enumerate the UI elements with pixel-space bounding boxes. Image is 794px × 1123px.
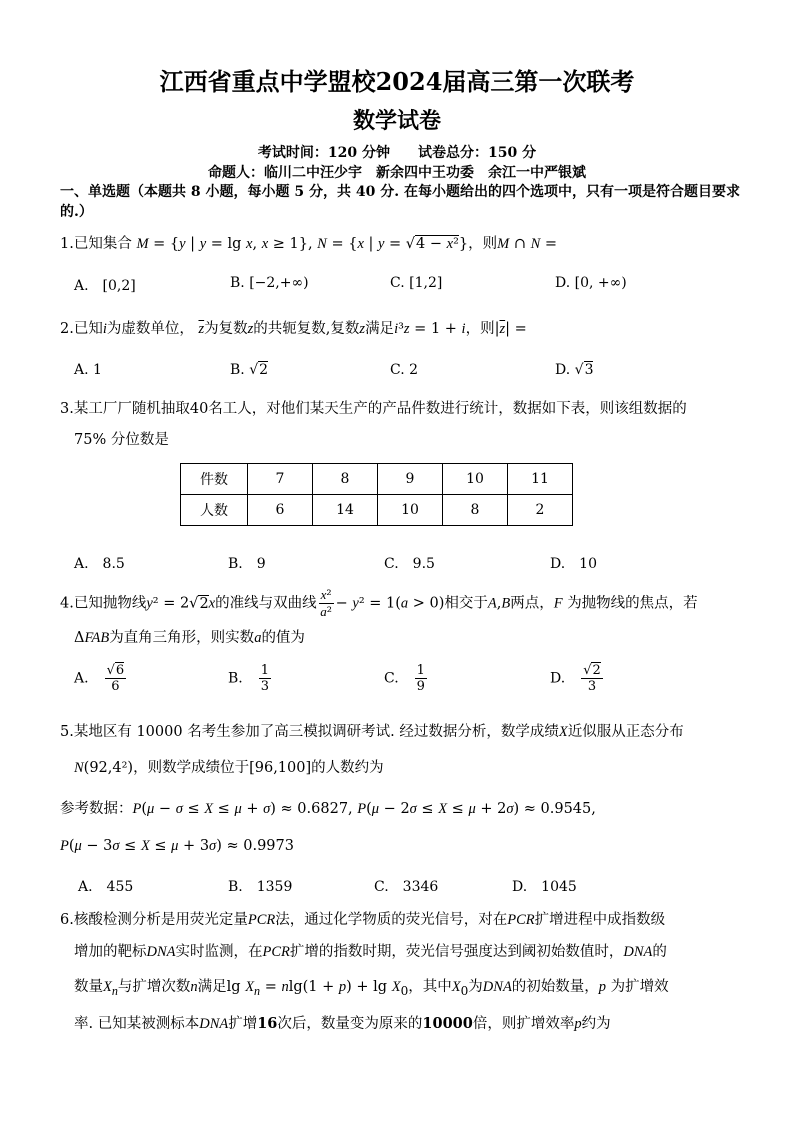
q1-text-b: ，则 bbox=[468, 236, 498, 252]
question-6-line2: 增加的靶标DNA实时监测，在PCR扩增的指数时期，荧光信号强度达到阈初始数值时，DNA的 bbox=[74, 944, 667, 960]
exam-subject: 数学试卷 bbox=[352, 108, 441, 134]
exam-title: 江西省重点中学盟校2024届高三第一次联考 bbox=[159, 67, 635, 96]
question-6-line4: 率. 已知某被测标本DNA扩增16次后，数量变为原来的10000倍，则扩增效率p约为 bbox=[74, 1015, 611, 1032]
q4-option-d: D. $\frac{√2}{3}$ bbox=[550, 663, 601, 694]
q4-option-c: C. $\frac{1}{9}$ bbox=[384, 663, 425, 694]
question-3-line2: 75% 分位数是 bbox=[74, 432, 169, 448]
section-heading: 一、单选题（本题共 8 小题，每小题 5 分，共 40 分. 在每小题给出的四个选项中，只有一项是符合题目要求的.） bbox=[60, 184, 740, 220]
reference-data-line1: 参考数据：P(μ − σ ≤ X ≤ μ + σ) ≈ 0.6827, P(μ − 2σ ≤ X ≤ μ + 2σ) ≈ 0.9545, bbox=[60, 801, 596, 817]
exam-authors: 命题人：临川二中汪少宇 新余四中王功委 余江一中严银斌 bbox=[208, 165, 586, 181]
q1-option-d: D. [0, +∞) bbox=[555, 275, 627, 291]
q3-option-a: A. 8.5 bbox=[74, 556, 125, 572]
data-table bbox=[180, 463, 573, 526]
question-6-line3: 数量$X_n$与扩增次数n满足$\lg X_n = nlg(1 + p) + \lg X_0$，其中$X_0$为DNA的初始数量，p 为扩增效 bbox=[74, 979, 669, 998]
q5-option-a: A. 455 bbox=[78, 879, 134, 895]
q5-option-c: C. 3346 bbox=[374, 879, 439, 895]
question-4-line2: ΔFAB为直角三角形，则实数a的值为 bbox=[74, 630, 305, 646]
reference-data-line2: P(μ − 3σ ≤ X ≤ μ + 3σ) ≈ 0.9973 bbox=[60, 838, 294, 854]
question-5: 5.某地区有 10000 名考生参加了高三模拟调研考试. 经过数据分析，数学成绩X近似服从正态分布 bbox=[60, 724, 684, 740]
question-5-line2: N(92,4²)，则数学成绩位于[96,100]的人数约为 bbox=[74, 760, 384, 776]
q1-option-b: B. [−2,+∞) bbox=[230, 275, 309, 291]
exam-info: 考试时间：120 分钟 试卷总分：150 分 bbox=[257, 145, 537, 161]
table-row: 件数 7 8 9 10 11 bbox=[181, 464, 573, 495]
q3-option-d: D. 10 bbox=[550, 556, 597, 572]
q5-option-b: B. 1359 bbox=[228, 879, 293, 895]
q3-option-b: B. 9 bbox=[228, 556, 266, 572]
q3-option-c: C. 9.5 bbox=[384, 556, 435, 572]
question-2: 2.已知i为虚数单位， $\overline{z}$为复数z的共轭复数,复数z满足i³z = 1 + i，则$|\overline{z}|$ = bbox=[60, 321, 527, 337]
question-4: 4.已知抛物线y² = 2√2x的准线与双曲线 $\frac{\text{x²}}{\text{a²}}$ − y² = 1(a > 0)相交于A,B两点，F 为抛物线的焦点，若 bbox=[60, 587, 698, 620]
table-row: 人数 6 14 10 8 2 bbox=[181, 495, 573, 526]
q4-option-b: B. $\frac{1}{3}$ bbox=[228, 663, 270, 694]
q1-option-c: C. [1,2] bbox=[390, 275, 443, 291]
question-1: 1.已知集合 M = {y | y = lg x, x ≥ 1}, N = {x | y = √4 − x²}，则M ∩ N = bbox=[60, 236, 558, 252]
question-6: 6.核酸检测分析是用荧光定量PCR法，通过化学物质的荧光信号，对在PCR扩增进程中成指数级 bbox=[60, 912, 666, 928]
q2-option-d: D. √3 bbox=[555, 362, 594, 378]
q2-option-c: C. 2 bbox=[390, 362, 419, 378]
q2-option-b: B. √2 bbox=[230, 362, 269, 378]
question-3: 3.某工厂厂随机抽取40名工人，对他们某天生产的产品件数进行统计，数据如下表，则该组数据的 bbox=[60, 401, 687, 417]
q2-option-a: A. 1 bbox=[74, 362, 102, 378]
q1-option-a: A. [0,2] bbox=[74, 278, 136, 294]
q1-text-a: 已知集合 bbox=[73, 236, 132, 252]
q1-formula: M bbox=[136, 236, 149, 252]
q4-option-a: A. $\frac{√6}{6}$ bbox=[74, 663, 125, 694]
q5-option-d: D. 1045 bbox=[512, 879, 577, 895]
q1-number: 1. bbox=[60, 236, 74, 252]
